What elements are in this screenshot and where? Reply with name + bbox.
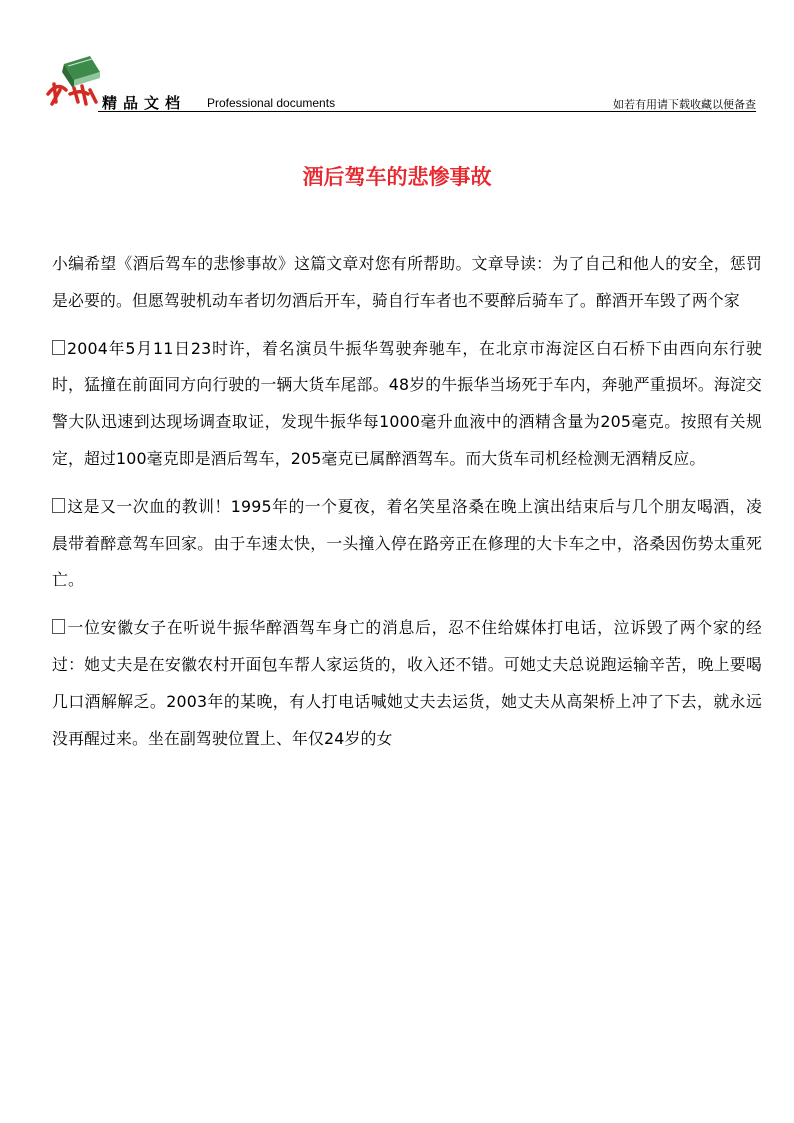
header-note: 如若有用请下载收藏以便备查 [613,98,756,111]
brand-subtitle: Professional documents [207,96,336,110]
paragraph-text: 一位安徽女子在听说牛振华醉酒驾车身亡的消息后，忍不住给媒体打电话，泣诉毁了两个家的经过：她丈夫是在安徽农村开面包车帮人家运货的，收入还不错。可她丈夫总说跑运输辛苦，晚上要喝几口酒解解乏。2003年的某晚，有人打电话喊她丈夫去运货，她丈夫从高架桥上冲了下去，就永远没再醒过来。坐在副驾驶位置上、年仅24岁的女 [52,618,762,748]
paragraph [52,489,762,599]
paragraph-text: 这是又一次血的教训！1995年的一个夏夜，着名笑星洛桑在晚上演出结束后与几个朋友喝酒，凌晨带着醉意驾车回家。由于车速太快，一头撞入停在路旁正在修理的大卡车之中，洛桑因伤势太重死亡。 [52,496,762,590]
paragraph [52,610,762,757]
paragraph-intro [52,246,762,320]
knowledge-logo-icon [44,50,106,108]
missing-glyph-box [52,619,65,634]
missing-glyph-box [52,498,65,513]
document-body [52,246,762,768]
paragraph [52,331,762,478]
missing-glyph-box [52,340,65,355]
document-title: 酒后驾车的悲惨事故 [302,165,492,189]
document-header [44,50,756,112]
paragraph-text: 2004年5月11日23时许，着名演员牛振华驾驶奔驰车，在北京市海淀区白石桥下由西向东行驶时，猛撞在前面同方向行驶的一辆大货车尾部。48岁的牛振华当场死于车内，奔驰严重损坏。海淀交警大队迅速到达现场调查取证，发现牛振华每1000毫升血液中的酒精含量为205毫克。按照有关规定，超过100毫克即是酒后驾车，205毫克已属醉酒驾车。而大货车司机经检测无酒精反应。 [52,338,762,468]
brand-title: 精品文档 [102,94,187,112]
paragraph-text: 小编希望《酒后驾车的悲惨事故》这篇文章对您有所帮助。文章导读：为了自己和他人的安全，惩罚是必要的。但愿驾驶机动车者切勿酒后开车，骑自行车者也不要醉后骑车了。醉酒开车毁了两个家 [52,254,762,310]
header-divider [98,111,756,112]
